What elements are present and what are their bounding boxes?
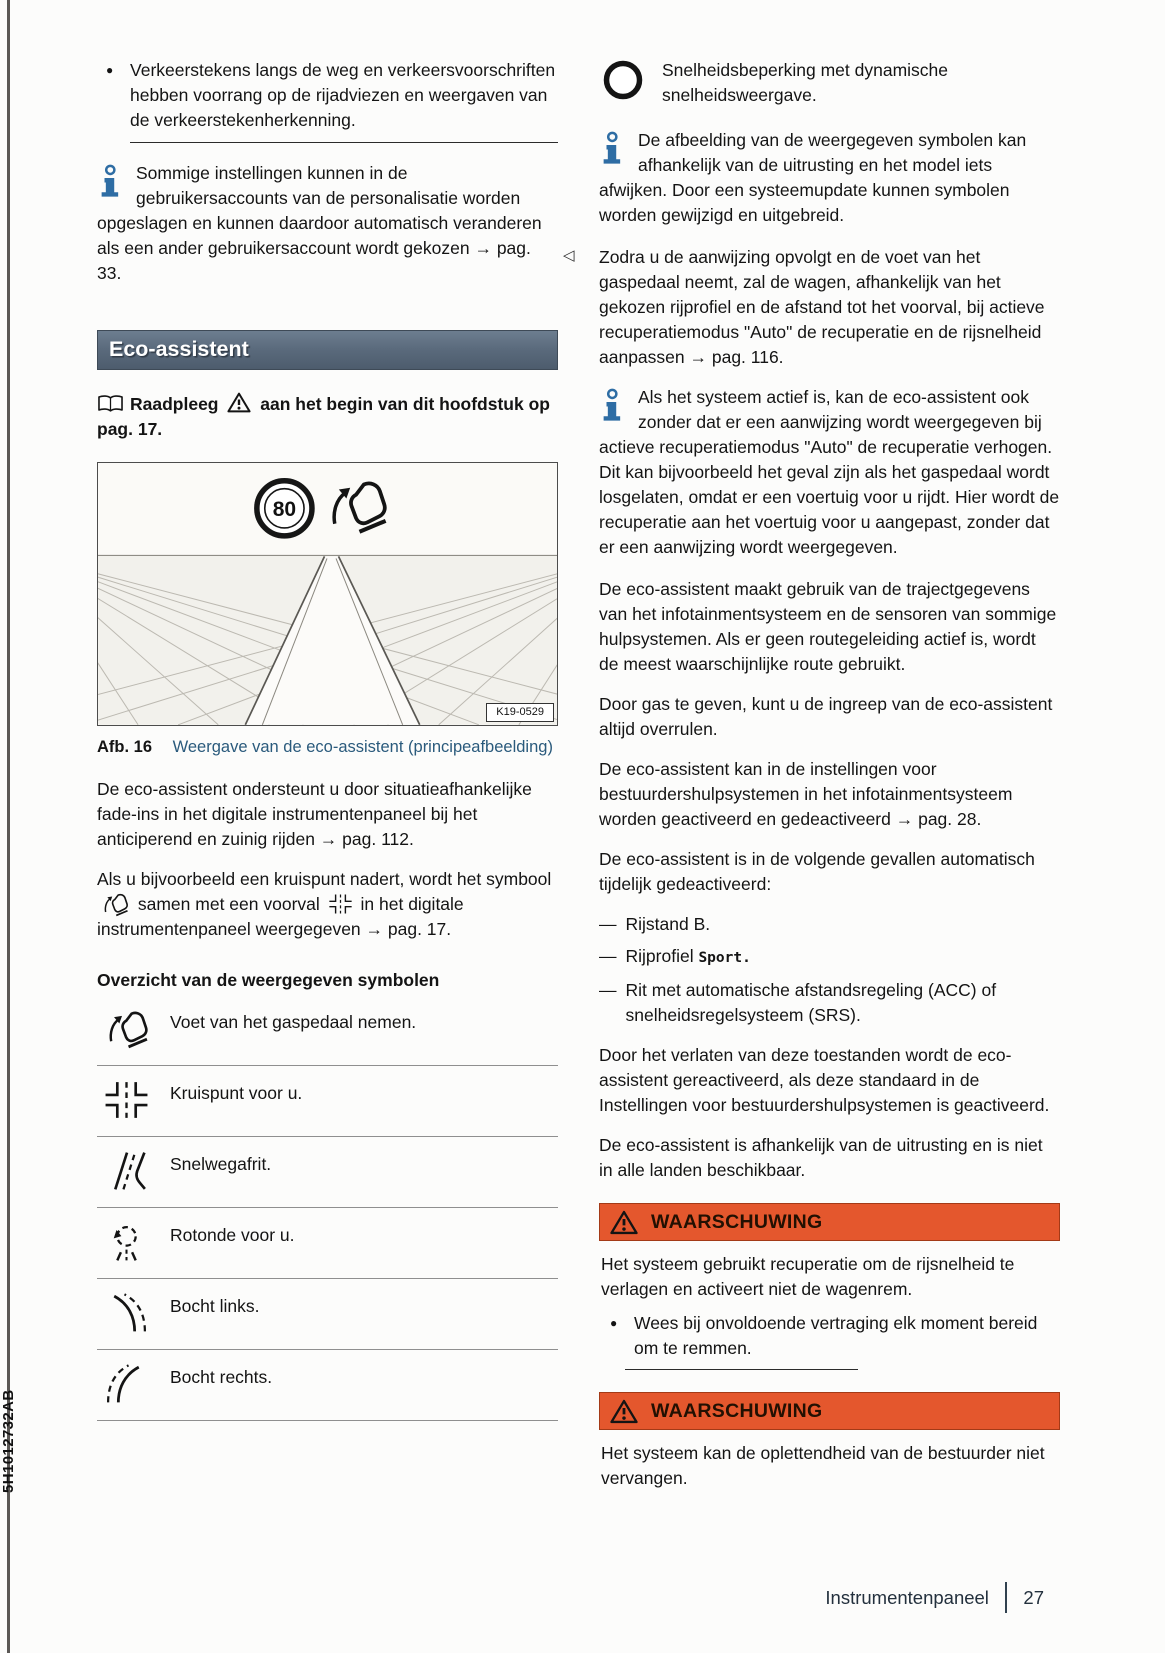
document-code: 5H1012732AB: [0, 1389, 17, 1493]
speed-sign-value: 80: [272, 497, 297, 521]
footer-section-title: Instrumentenpaneel: [825, 1586, 989, 1608]
bullet-marker: ●: [106, 63, 114, 77]
speed-limit-item: [599, 58, 1060, 110]
warning-text: Het systeem kan de oplettendheid van de bestuurder niet vervangen.: [601, 1443, 1045, 1488]
crossroad-icon-inline: [328, 893, 353, 915]
bullet-marker: ●: [610, 1316, 618, 1330]
dash-marker: —: [599, 914, 617, 934]
list-item-text: Rit met automatische afstandsregeling (ACC) of snelheidsregelsysteem (SRS).: [625, 980, 997, 1025]
footer-divider: [1005, 1582, 1008, 1613]
paragraph-follow-advice: Zodra u de aanwijzing opvolgt en de voet van het gaspedaal neemt, zal de wagen, afhankelijk van het gekozen rijprofiel en de afstand tot het voorval, bij actieve recuperatiemodus "Auto" de recuperatie en de rijsnelheid aanpassen → pag. 116.: [599, 247, 1045, 367]
roundabout-icon: [99, 1221, 153, 1263]
symbol-label: Kruispunt voor u.: [170, 1083, 303, 1103]
warning-triangle-icon: [227, 392, 251, 413]
road-illustration: [98, 463, 557, 725]
info-note-text: Sommige instellingen kunnen in de gebruikersaccounts van de personalisatie worden opgeslagen en kunnen daardoor automatisch veranderen als een ander gebruikersaccount wordt gekozen → pag. 33.: [97, 163, 542, 283]
right-column: [599, 58, 1060, 1513]
section-title: Eco-assistent: [109, 337, 249, 361]
list-item-text-pre: Rijprofiel: [625, 946, 694, 966]
info-note-active-text: Als het systeem actief is, kan de eco-assistent ook zonder dat er een aanwijzing wordt weergegeven bij actieve recuperatiemodus "Auto" de recuperatie verhogen. Dit kan bijvoorbeeld het geval zijn als het gaspedaal wordt losgelaten, omdat er een voertuig voor u rijdt. Hier wordt de recuperatie aan het voertuig voor u aangepast, zonder dat er een aanwijzing wordt weergegeven.: [599, 387, 1060, 557]
symbol-row-foot: [97, 995, 558, 1066]
deactivation-list: [599, 912, 1060, 1028]
left-column: [97, 58, 558, 1513]
list-item-text: [626, 944, 751, 971]
symbol-row-curve-right: [97, 1350, 558, 1421]
warning-box-2: [599, 1392, 1060, 1491]
continuation-marker: ◁: [563, 247, 575, 264]
paragraph-overrule: Door gas te geven, kunt u de ingreep van de eco-assistent altijd overrulen.: [599, 694, 1053, 739]
warning-title: WAARSCHUWING: [651, 1399, 823, 1422]
symbols-overview-heading: Overzicht van de weergegeven symbolen: [97, 970, 440, 990]
dash-marker: —: [599, 946, 617, 966]
warning-bullet-item: [601, 1311, 1058, 1361]
paragraph-support: De eco-assistent ondersteunt u door situatieafhankelijke fade-ins in het digitale instrumentenpaneel bij het anticiperend en zuinig rijden → pag. 112.: [97, 779, 532, 849]
paragraph-example-post: in het digitale instrumentenpaneel weergegeven → pag. 17.: [97, 894, 464, 939]
figure-caption-label: Afb. 16: [97, 738, 153, 756]
warning-text: Het systeem gebruikt recuperatie om de rijsnelheid te verlagen en activeert niet de wagenrem.: [601, 1254, 1015, 1299]
paragraph-reactivated: Door het verlaten van deze toestanden wordt de eco-assistent gereactiveerd, als deze standaard in de Instellingen voor bestuurdershulpsystemen is geactiveerd.: [599, 1045, 1050, 1115]
warning-header: [599, 1203, 1060, 1241]
warning-body: [599, 1241, 1060, 1370]
symbol-label: Bocht rechts.: [170, 1367, 273, 1387]
warning-triangle-icon: [610, 1399, 638, 1424]
paragraph-deactivated-intro: De eco-assistent is in de volgende gevallen automatisch tijdelijk gedeactiveerd:: [599, 849, 1035, 894]
crossroad-icon: [99, 1079, 153, 1121]
paragraph-example: [97, 867, 558, 942]
info-note-paragraph: [97, 161, 558, 286]
eco-assistant-figure: [97, 462, 558, 759]
curve-right-icon: [99, 1363, 153, 1405]
speed-limit-text: Snelheidsbeperking met dynamische snelheidsweergave.: [662, 60, 948, 105]
list-item: [599, 978, 1060, 1028]
figure-frame: [97, 462, 558, 726]
paragraph-trajectory: De eco-assistent maakt gebruik van de trajectgegevens van het infotainmentsysteem en de sensoren van sommige hulpsystemen. Als er geen routegeleiding actief is, wordt de meest waarschijnlijke route gebruikt.: [599, 579, 1057, 674]
page-content: [97, 58, 1060, 1513]
info-icon: [601, 388, 626, 434]
speed-sign-80: [257, 481, 312, 536]
symbol-label: Voet van het gaspedaal nemen.: [170, 1012, 417, 1032]
figure-code-label: K19-0529: [486, 703, 554, 722]
foot-pedal-icon-inline: [100, 892, 130, 917]
symbol-row-highway-exit: [97, 1137, 558, 1208]
bullet-paragraph: [97, 58, 558, 143]
info-note-active: [599, 385, 1060, 560]
warning-triangle-icon: [610, 1210, 638, 1235]
book-icon: [97, 394, 124, 414]
warning-box-1: [599, 1203, 1060, 1370]
symbol-label: Snelwegafrit.: [170, 1154, 272, 1174]
section-header-eco-assistent: [97, 330, 558, 370]
symbol-label: Rotonde voor u.: [170, 1225, 295, 1245]
symbol-label: Bocht links.: [170, 1296, 260, 1316]
separator-rule: [625, 1369, 858, 1370]
symbol-row-curve-left: [97, 1279, 558, 1350]
foot-pedal-icon: [99, 1008, 153, 1050]
info-note-symbols: [599, 128, 1060, 228]
setting-value: Sport.: [698, 950, 751, 966]
figure-caption-text: Weergave van de eco-assistent (principeafbeelding): [172, 738, 553, 756]
warning-body: [599, 1430, 1060, 1491]
info-icon: [601, 131, 626, 177]
page-footer: [825, 1582, 1044, 1613]
symbol-row-crossroad: [97, 1066, 558, 1137]
paragraph-settings: De eco-assistent kan in de instellingen voor bestuurdershulpsystemen in het infotainmentsysteem worden geactiveerd en gedeactiveerd → pag. 28.: [599, 759, 1013, 829]
paragraph-availability: De eco-assistent is afhankelijk van de uitrusting en is niet in alle landen beschikbaar.: [599, 1135, 1043, 1180]
info-icon: [99, 164, 124, 210]
paragraph-example-mid: samen met een voorval: [137, 894, 320, 914]
figure-caption: [97, 736, 558, 759]
curve-left-icon: [99, 1292, 153, 1334]
warning-title: WAARSCHUWING: [651, 1210, 823, 1233]
warning-header: [599, 1392, 1060, 1430]
paragraph-example-pre: Als u bijvoorbeeld een kruispunt nadert, wordt het symbool: [97, 869, 552, 889]
highway-exit-icon: [99, 1150, 153, 1192]
info-note-symbols-text: De afbeelding van de weergegeven symbolen kan afhankelijk van de uitrusting en het model iets afwijken. Door een systeemupdate kunnen symbolen worden gewijzigd en uitgebreid.: [599, 130, 1027, 225]
symbol-row-roundabout: [97, 1208, 558, 1279]
speed-limit-circle-icon: [601, 58, 647, 104]
reference-line: [97, 392, 558, 442]
list-item: [599, 944, 1060, 971]
warning-bullet-text: Wees bij onvoldoende vertraging elk moment bereid om te remmen.: [634, 1313, 1038, 1358]
reference-pre: Raadpleeg: [130, 394, 219, 414]
dash-marker: —: [599, 980, 617, 1000]
page-number: 27: [1023, 1586, 1044, 1608]
list-item-text: Rijstand B.: [625, 914, 711, 934]
list-item: [599, 912, 1060, 937]
bullet-text: Verkeerstekens langs de weg en verkeersvoorschriften hebben voorrang op de rijadviezen en weergaven van de verkeerstekenherkenning.: [130, 58, 558, 143]
reference-post: aan het begin van dit hoofdstuk op pag. 17.: [97, 394, 550, 439]
